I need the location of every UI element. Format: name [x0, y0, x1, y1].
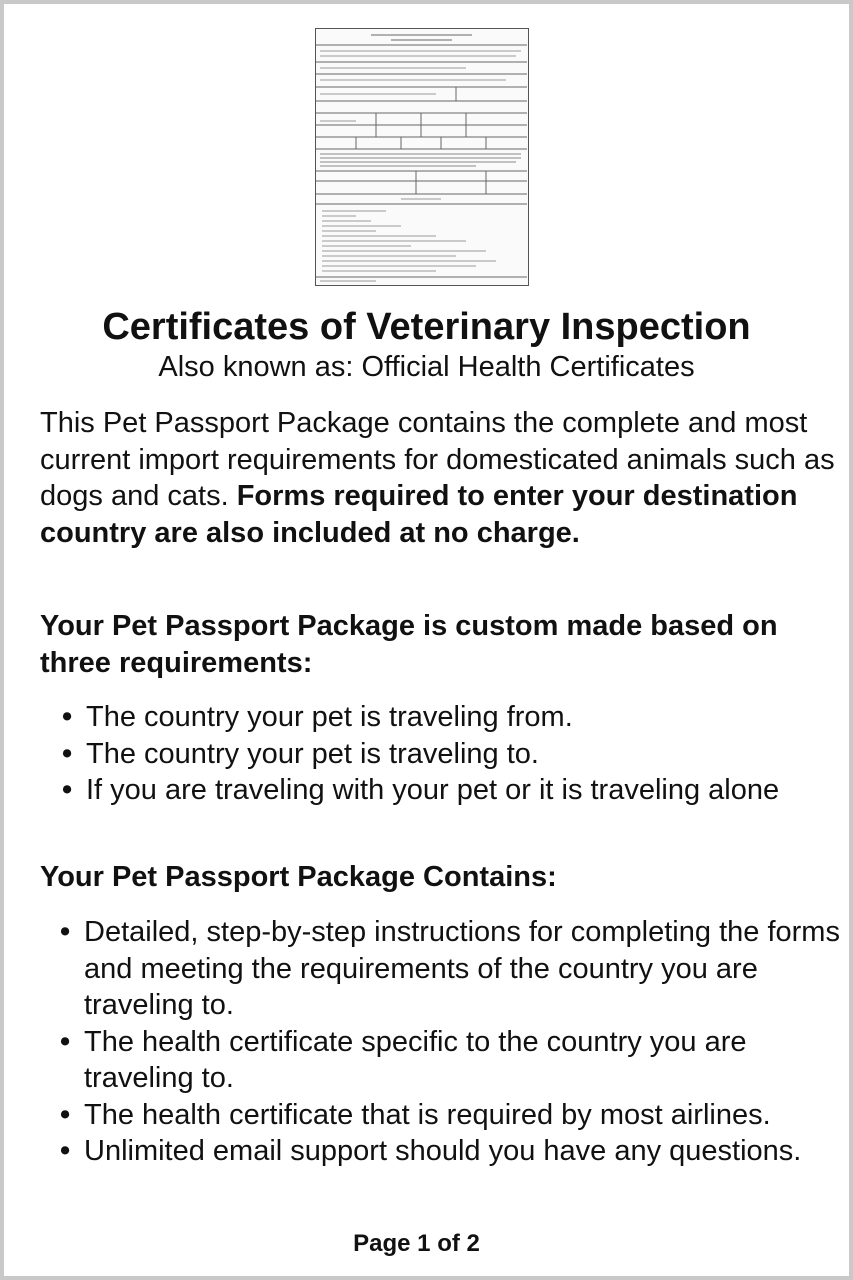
requirements-heading: Your Pet Passport Package is custom made based on three requirements:: [40, 610, 778, 679]
intro-text: This Pet Passport Package contains the complete and most current import requirements for domesticated animals such as dogs and cats.: [40, 407, 835, 512]
intro-bold-text: Forms required to enter your destination country are also included at no charge.: [40, 480, 798, 549]
intro-paragraph: [40, 405, 845, 551]
health-certificate-form-image: [315, 28, 529, 286]
list-item: • The country your pet is traveling to.: [62, 736, 822, 773]
form-thumbnail-icon: [316, 29, 527, 284]
document-subtitle: Also known as: Official Health Certificates: [158, 351, 695, 383]
requirements-list: [62, 699, 822, 809]
page-number: Page 1 of 2: [353, 1230, 480, 1257]
list-item: • The health certificate specific to the country you are traveling to.: [60, 1024, 845, 1097]
contains-list: [60, 914, 845, 1170]
document-title: Certificates of Veterinary Inspection: [102, 306, 751, 348]
list-item: • Detailed, step-by-step instructions for completing the forms and meeting the requirements of the country you are traveling to.: [60, 914, 845, 1024]
list-item: • The health certificate that is required by most airlines.: [60, 1097, 845, 1134]
list-item: • If you are traveling with your pet or it is traveling alone: [62, 772, 822, 809]
list-item: • The country your pet is traveling from.: [62, 699, 822, 736]
contains-heading: Your Pet Passport Package Contains:: [40, 861, 557, 893]
list-item: • Unlimited email support should you have any questions.: [60, 1133, 845, 1170]
